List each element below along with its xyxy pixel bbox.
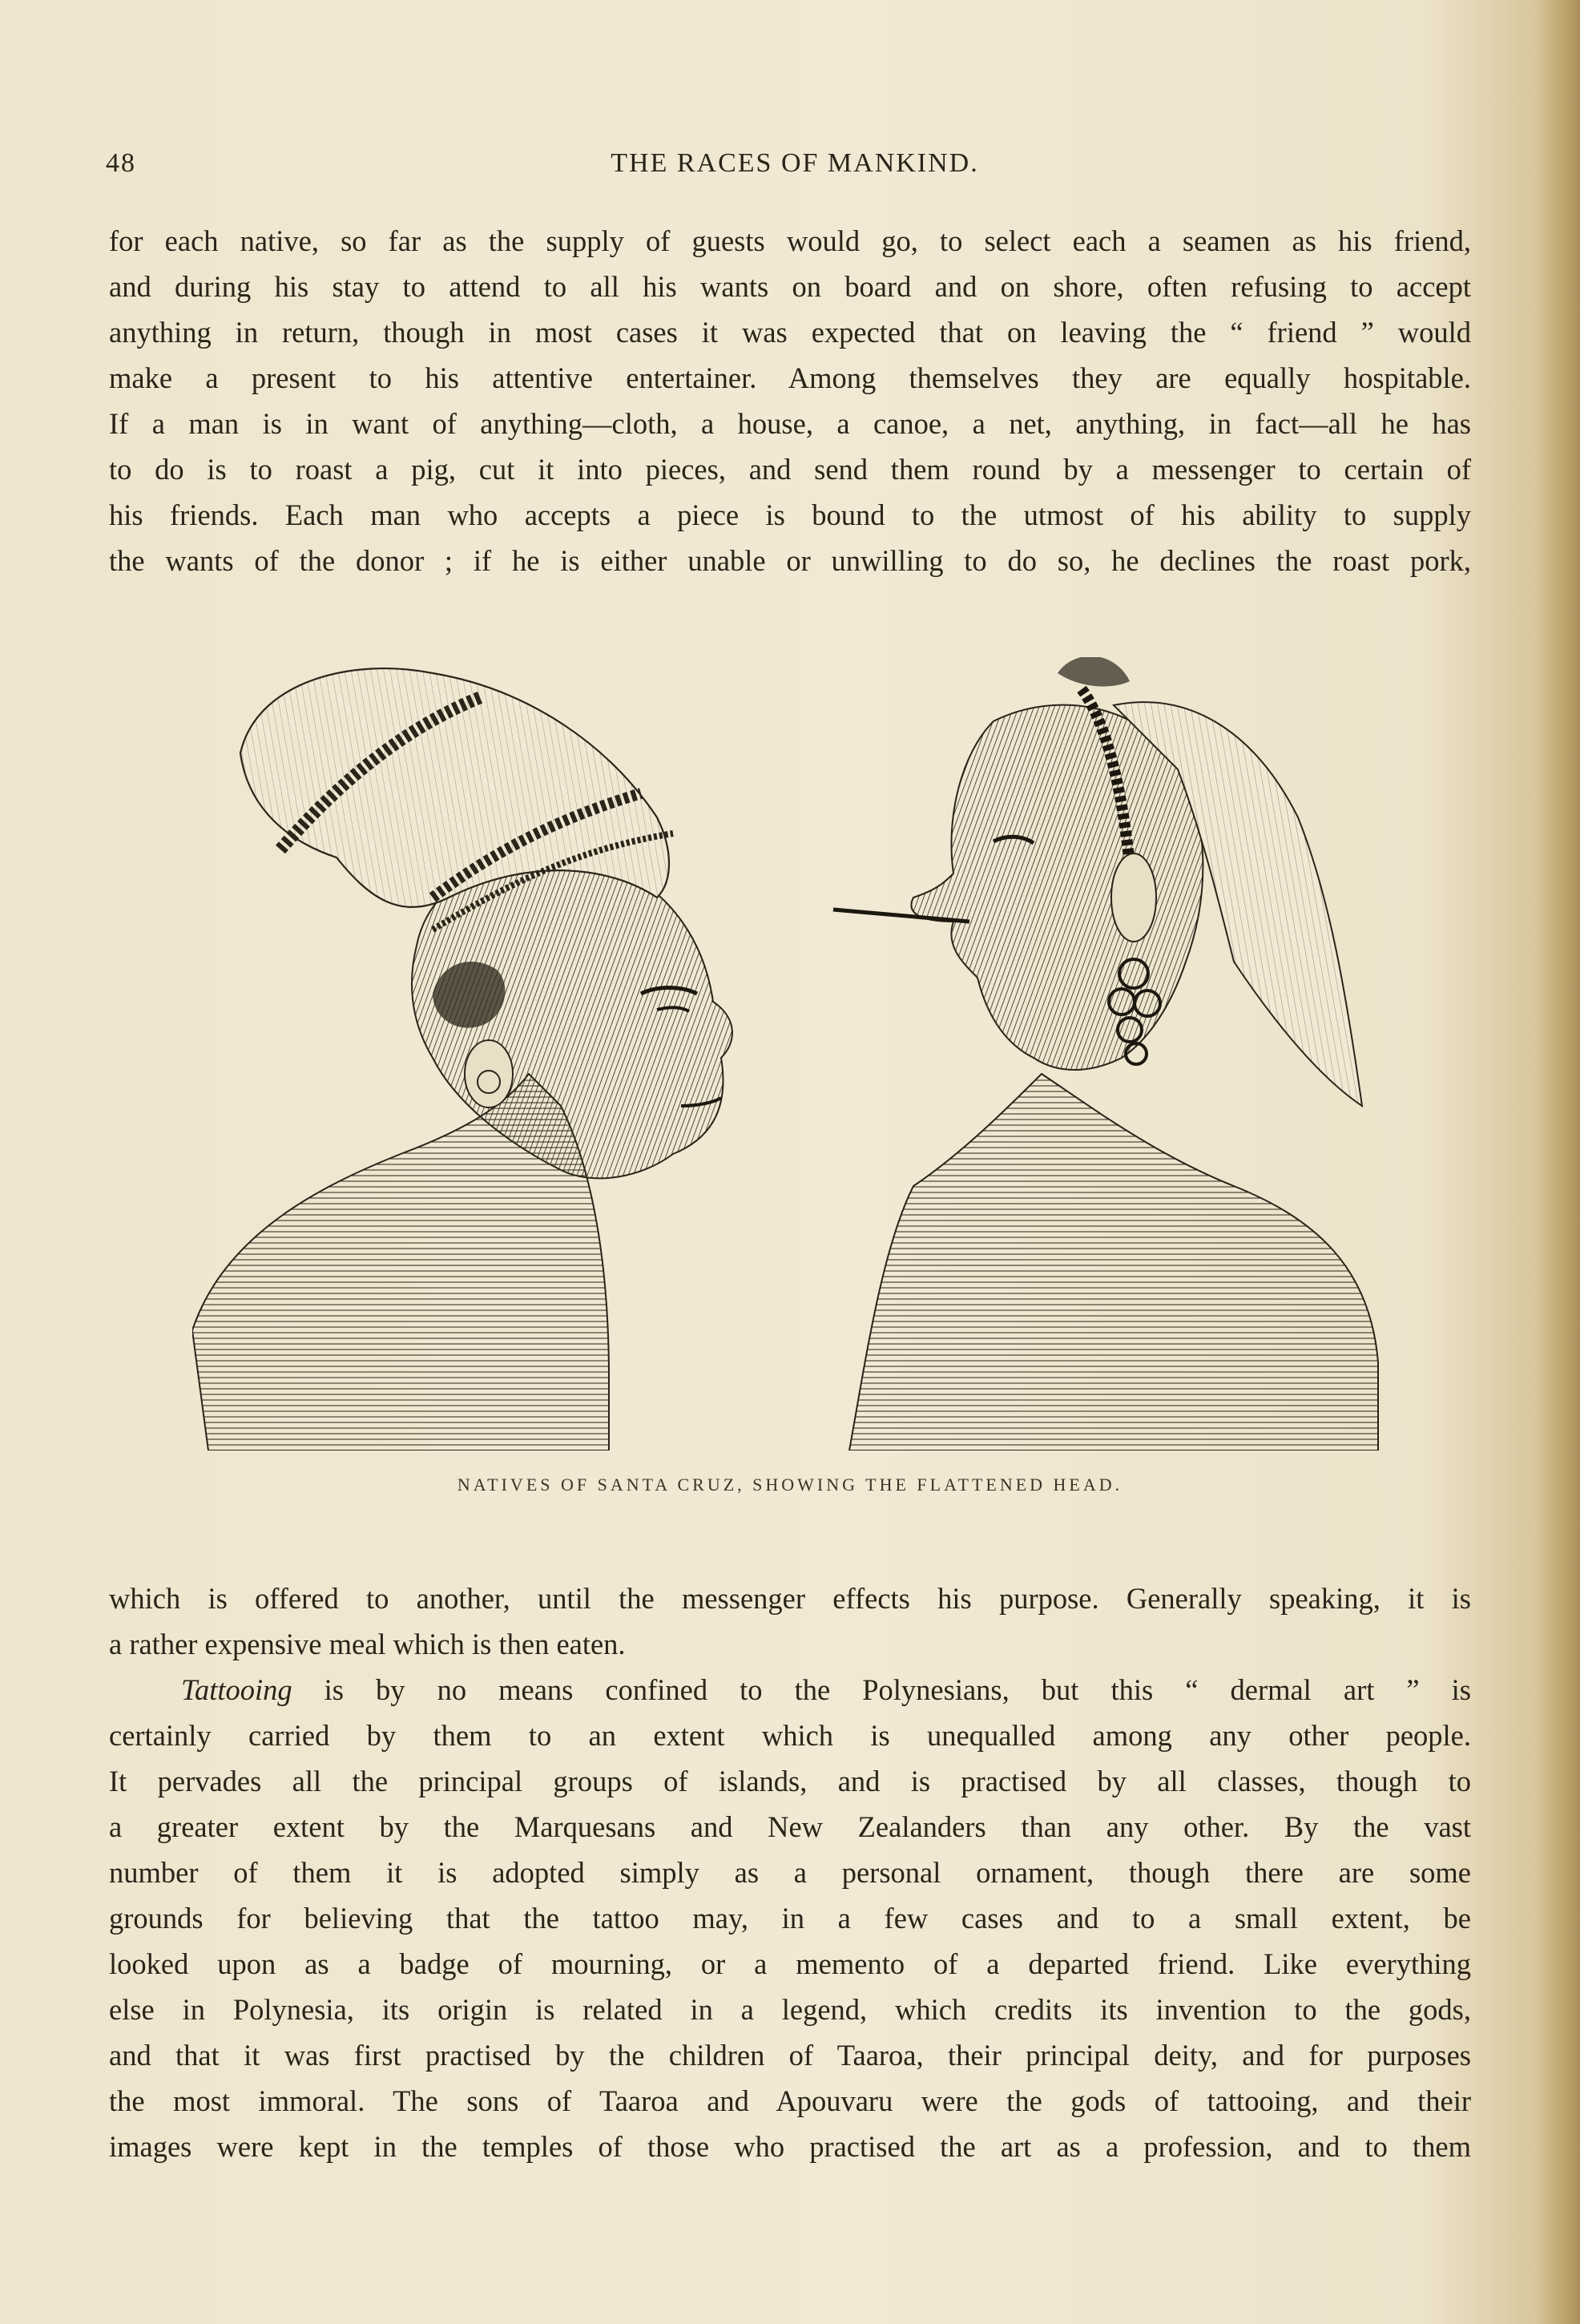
text-line: looked upon as a badge of mourning, or a memento of a departed friend. Like everything xyxy=(109,1947,1471,1980)
text-line: his friends. Each man who accepts a piece is bound to the utmost of his ability to supply xyxy=(109,498,1471,531)
text-line: and that it was first practised by the children of Taaroa, their principal deity, and for purposes xyxy=(109,2039,1471,2072)
text-line: anything in return, though in most cases it was expected that on leaving the “ friend ” would xyxy=(109,316,1471,349)
text-line: a rather expensive meal which is then eaten. xyxy=(109,1628,626,1660)
text-line: and during his stay to attend to all his wants on board and on shore, often refusing to accept xyxy=(109,270,1471,303)
text-line: certainly carried by them to an extent which is unequalled among any other people. xyxy=(109,1719,1471,1752)
bottom-paragraph-2 xyxy=(109,1667,1471,2169)
text-line: which is offered to another, until the messenger effects his purpose. Generally speaking, it is xyxy=(109,1582,1471,1615)
text-line: grounds for believing that the tattoo may, in a few cases and to a small extent, be xyxy=(109,1902,1471,1935)
figure-caption: NATIVES OF SANTA CRUZ, SHOWING THE FLATTENED HEAD. xyxy=(457,1475,1123,1495)
text-line-first xyxy=(109,1667,1471,1713)
bottom-paragraph-1 xyxy=(109,1576,1471,1667)
engraving-illustration xyxy=(192,657,1410,1450)
running-head xyxy=(106,148,1484,188)
page-gutter-shadow xyxy=(1538,0,1580,2324)
text-line: the most immoral. The sons of Taaroa and Apouvaru were the gods of tattooing, and their xyxy=(109,2084,1471,2117)
italic-term: Tattooing xyxy=(181,1673,292,1706)
text-line: to do is to roast a pig, cut it into pieces, and send them round by a messenger to certain of xyxy=(109,453,1471,486)
top-paragraph xyxy=(109,218,1471,583)
text-fragment: is by no means confined to the Polynesians, but this “ dermal art ” is xyxy=(292,1673,1471,1706)
text-line: the wants of the donor ; if he is either unable or unwilling to do so, he declines the roast pork, xyxy=(109,544,1471,577)
text-line: make a present to his attentive entertainer. Among themselves they are equally hospitable. xyxy=(109,361,1471,394)
page-number: 48 xyxy=(106,148,136,178)
text-line: for each native, so far as the supply of guests would go, to select each a seamen as his friend, xyxy=(109,224,1471,257)
left-figure xyxy=(192,668,732,1450)
running-title: THE RACES OF MANKIND. xyxy=(611,148,979,178)
text-line: images were kept in the temples of those who practised the art as a profession, and to them xyxy=(109,2130,1471,2163)
text-line: It pervades all the principal groups of islands, and is practised by all classes, though to xyxy=(109,1765,1471,1797)
right-figure xyxy=(833,657,1378,1450)
text-line: a greater extent by the Marquesans and New Zealanders than any other. By the vast xyxy=(109,1810,1471,1843)
text-line: number of them it is adopted simply as a personal ornament, though there are some xyxy=(109,1856,1471,1889)
text-line: If a man is in want of anything—cloth, a house, a canoe, a net, anything, in fact—all he has xyxy=(109,407,1471,440)
text-line: else in Polynesia, its origin is related in a legend, which credits its invention to the gods, xyxy=(109,1993,1471,2026)
